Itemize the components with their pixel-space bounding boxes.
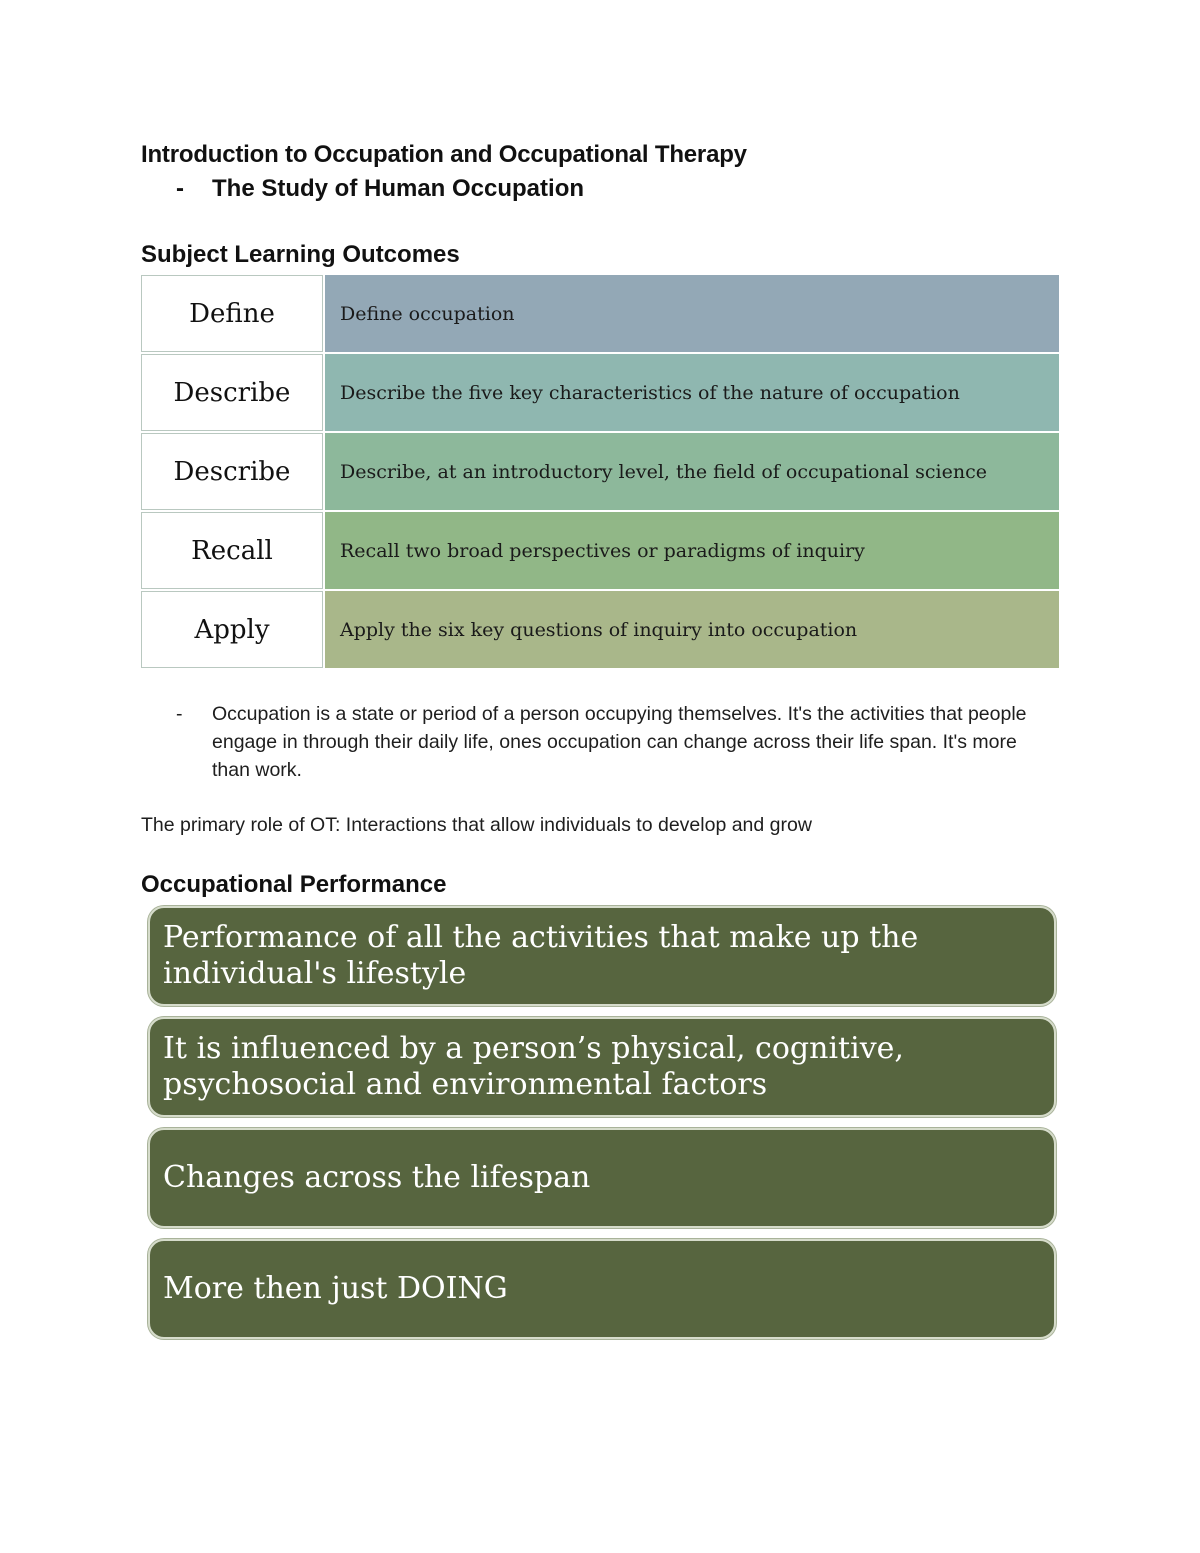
outcome-row (141, 354, 1059, 431)
document-title: Introduction to Occupation and Occupational Therapy (141, 141, 747, 168)
outcome-description: Apply the six key questions of inquiry into occupation (325, 591, 1059, 668)
performance-item: Changes across the lifespan (148, 1128, 1056, 1228)
outcome-row (141, 591, 1059, 668)
performance-item: It is influenced by a person’s physical, cognitive, psychosocial and environmental factors (148, 1017, 1056, 1117)
learning-outcomes-table (141, 275, 1059, 670)
occupation-definition-bullet (176, 700, 1056, 784)
outcome-verb: Define (141, 275, 323, 352)
learning-outcomes-heading: Subject Learning Outcomes (141, 241, 460, 268)
outcome-verb: Describe (141, 354, 323, 431)
outcome-description: Describe the five key characteristics of the nature of occupation (325, 354, 1059, 431)
outcome-row (141, 512, 1059, 589)
outcome-verb: Apply (141, 591, 323, 668)
outcome-description: Define occupation (325, 275, 1059, 352)
occupational-performance-heading: Occupational Performance (141, 871, 447, 898)
performance-item: More then just DOING (148, 1239, 1056, 1339)
outcome-description: Describe, at an introductory level, the field of occupational science (325, 433, 1059, 510)
document-subtitle-row (176, 175, 584, 203)
outcome-row (141, 275, 1059, 352)
performance-item: Performance of all the activities that make up the individual's lifestyle (148, 906, 1056, 1006)
bullet-dash: - (176, 703, 183, 725)
document-subtitle: The Study of Human Occupation (212, 175, 585, 202)
outcome-verb: Describe (141, 433, 323, 510)
outcome-description: Recall two broad perspectives or paradigms of inquiry (325, 512, 1059, 589)
primary-role-paragraph: The primary role of OT: Interactions that allow individuals to develop and grow (141, 814, 812, 836)
subtitle-dash: - (176, 175, 184, 202)
outcome-verb: Recall (141, 512, 323, 589)
outcome-row (141, 433, 1059, 510)
bullet-text: Occupation is a state or period of a person occupying themselves. It's the activities that people engage in through their daily life, ones occupation can change across their life span. It's more than work. (212, 703, 1027, 781)
